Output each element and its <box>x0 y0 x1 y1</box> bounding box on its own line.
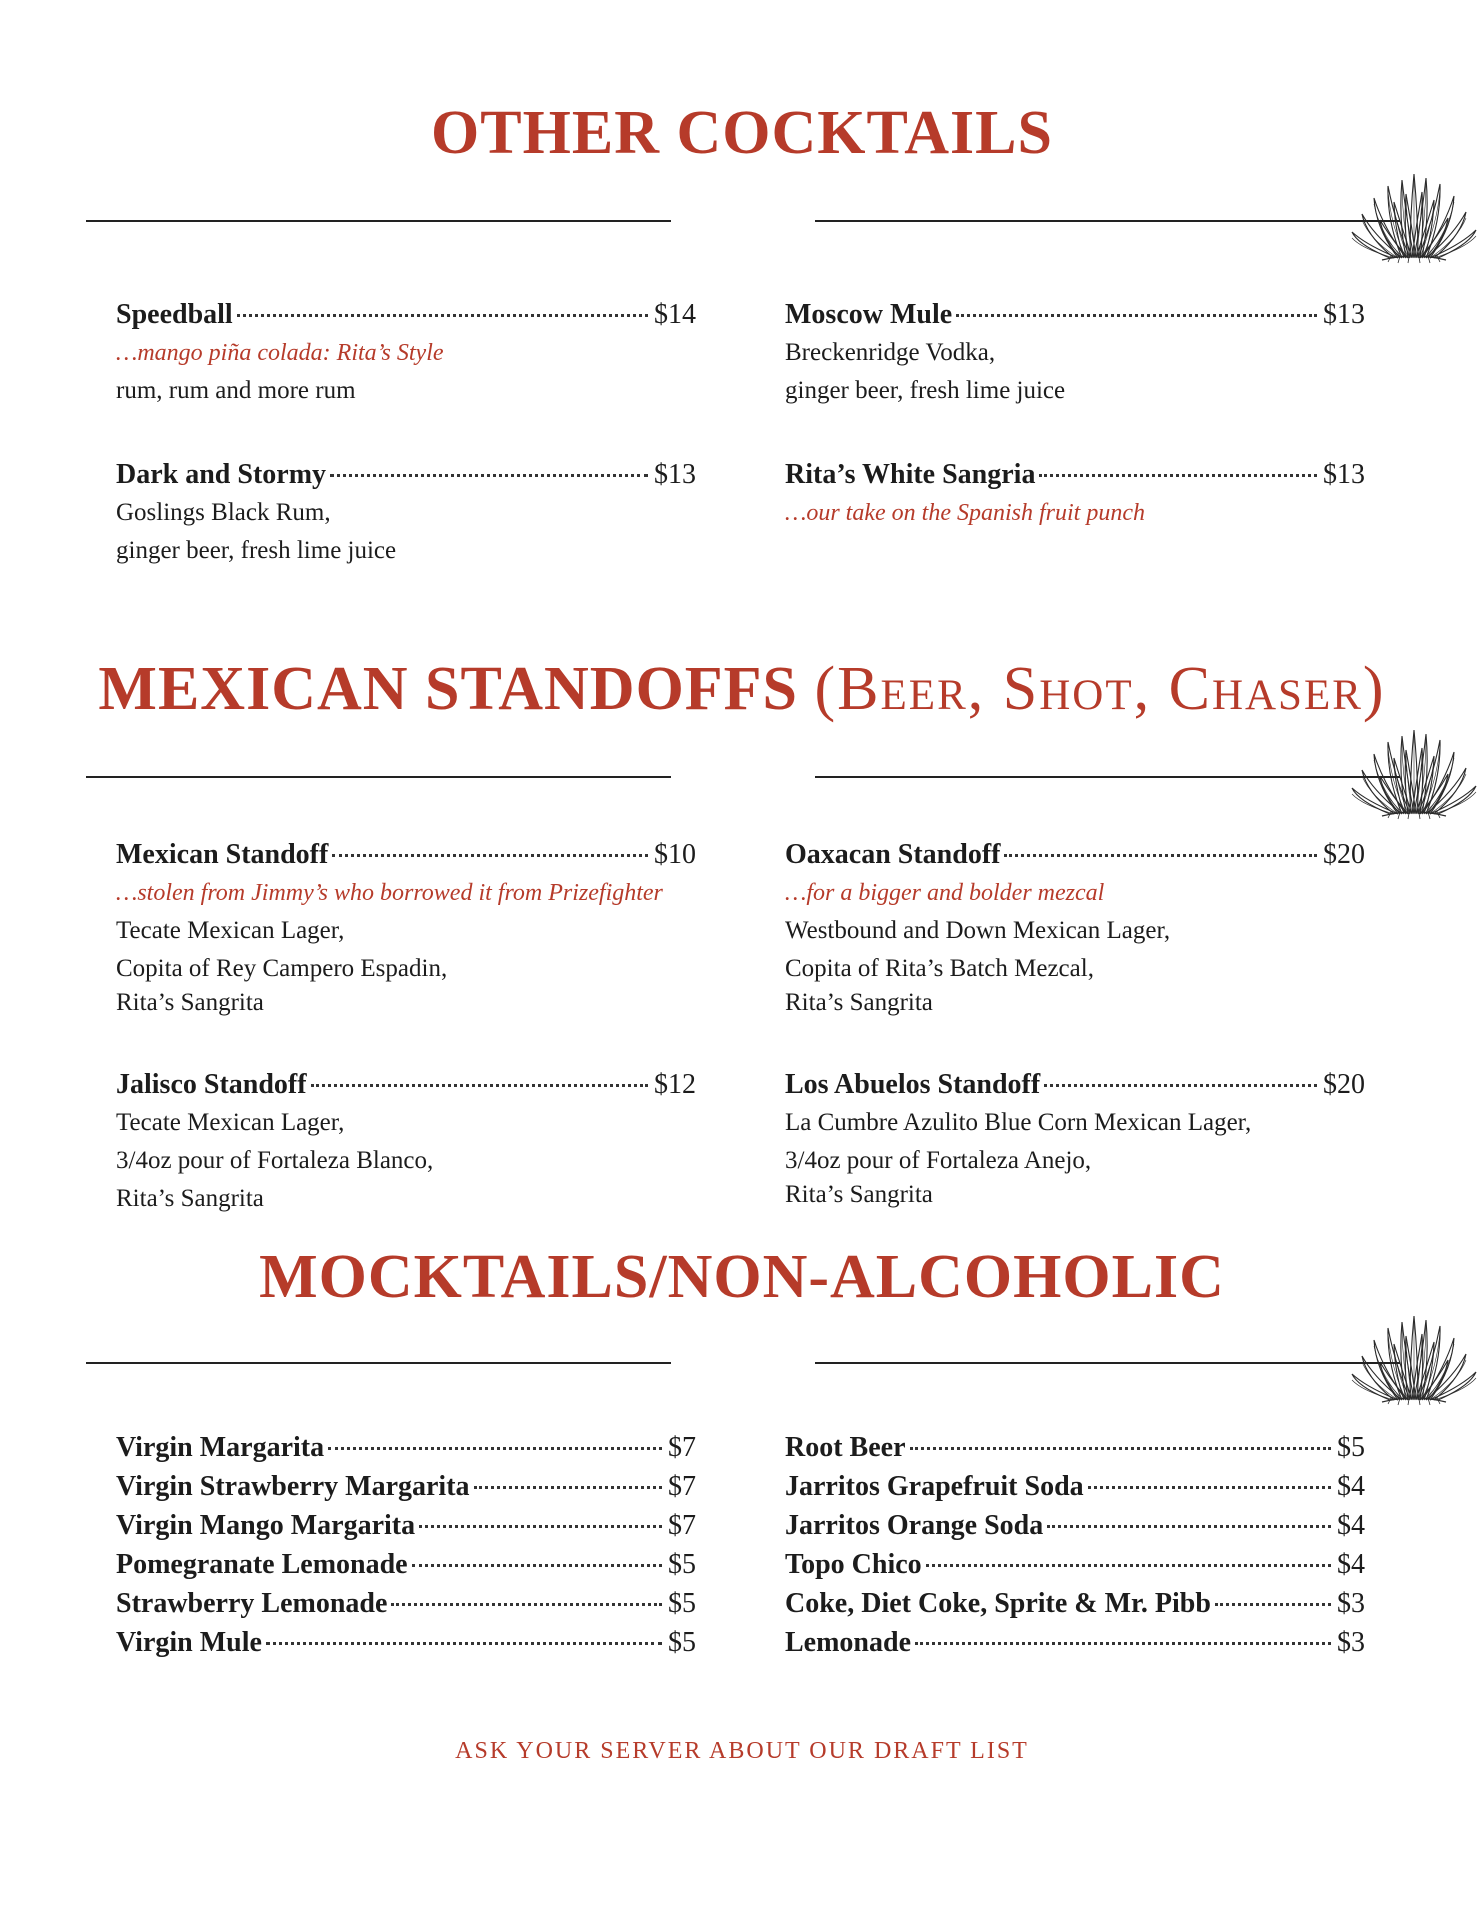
menu-item-ritas-white-sangria <box>785 456 1365 532</box>
dot-leader <box>330 474 648 477</box>
item-name: Speedball <box>116 299 233 330</box>
dot-leader <box>956 314 1317 317</box>
item-description: Copita of Rita’s Batch Mezcal, <box>785 955 1094 982</box>
item-description: Rita’s Sangrita <box>785 1181 933 1208</box>
item-description: Tecate Mexican Lager, <box>116 917 345 944</box>
section-divider <box>0 726 1484 826</box>
menu-item-los-abuelos-standoff <box>785 1066 1365 1214</box>
section-title-text: MEXICAN STANDOFFS <box>98 655 799 723</box>
section-title-mocktails: MOCKTAILS/NON-ALCOHOLIC <box>259 1243 1225 1311</box>
item-name: Jarritos Orange Soda <box>785 1510 1044 1541</box>
section-title-mexican-standoffs <box>0 655 1484 723</box>
menu-item-jalisco-standoff <box>116 1066 696 1218</box>
item-tagline: …mango piña colada: Rita’s Style <box>116 340 444 366</box>
list-item <box>116 1584 696 1623</box>
menu-item-mexican-standoff <box>116 836 696 1022</box>
item-tagline: …our take on the Spanish fruit punch <box>785 500 1145 526</box>
menu-item-oaxacan-standoff <box>785 836 1365 1022</box>
list-item <box>785 1506 1365 1545</box>
item-price: $20 <box>1323 1069 1365 1100</box>
item-tagline: …stolen from Jimmy’s who borrowed it from Prizefighter <box>116 880 663 906</box>
item-name: Rita’s White Sangria <box>785 459 1036 490</box>
dot-leader <box>311 1084 648 1087</box>
agave-plant-icon <box>672 172 812 268</box>
item-name: Lemonade <box>785 1627 911 1658</box>
item-price: $3 <box>1337 1627 1365 1658</box>
dot-leader <box>412 1564 662 1567</box>
list-item <box>116 1623 696 1662</box>
item-price: $20 <box>1323 839 1365 870</box>
item-price: $7 <box>668 1471 696 1502</box>
item-name: Los Abuelos Standoff <box>785 1069 1041 1100</box>
dot-leader <box>266 1642 662 1645</box>
dot-leader <box>1047 1525 1331 1528</box>
dot-leader <box>328 1447 662 1450</box>
item-price: $13 <box>1323 459 1365 490</box>
dot-leader <box>1004 854 1317 857</box>
list-item <box>116 1545 696 1584</box>
menu-item-dark-and-stormy <box>116 456 696 570</box>
item-name: Virgin Mango Margarita <box>116 1510 416 1541</box>
item-name: Virgin Margarita <box>116 1432 325 1463</box>
item-description: ginger beer, fresh lime juice <box>116 537 397 564</box>
dot-leader <box>1039 474 1317 477</box>
list-item <box>785 1584 1365 1623</box>
section-divider <box>0 1312 1484 1412</box>
item-description: 3/4oz pour of Fortaleza Anejo, <box>785 1147 1092 1174</box>
section-subtitle: (Beer, Shot, Chaser) <box>814 655 1386 723</box>
item-name: Topo Chico <box>785 1549 922 1580</box>
item-price: $7 <box>668 1510 696 1541</box>
list-item <box>785 1467 1365 1506</box>
dot-leader <box>391 1603 662 1606</box>
footer-note: ASK YOUR SERVER ABOUT OUR DRAFT LIST <box>455 1738 1029 1764</box>
item-name: Coke, Diet Coke, Sprite & Mr. Pibb <box>785 1588 1211 1619</box>
item-description: rum, rum and more rum <box>116 377 356 404</box>
item-price: $5 <box>668 1627 696 1658</box>
item-name: Virgin Mule <box>116 1627 262 1658</box>
item-description: Tecate Mexican Lager, <box>116 1109 345 1136</box>
dot-leader <box>1044 1084 1317 1087</box>
item-name: Dark and Stormy <box>116 459 327 490</box>
item-name: Jalisco Standoff <box>116 1069 307 1100</box>
item-description: Goslings Black Rum, <box>116 499 331 526</box>
item-price: $10 <box>654 839 696 870</box>
list-item <box>116 1428 696 1467</box>
item-description: La Cumbre Azulito Blue Corn Mexican Lager, <box>785 1109 1252 1136</box>
dot-leader <box>237 314 648 317</box>
item-name: Strawberry Lemonade <box>116 1588 388 1619</box>
item-tagline: …for a bigger and bolder mezcal <box>785 880 1105 906</box>
item-price: $13 <box>654 459 696 490</box>
item-name: Jarritos Grapefruit Soda <box>785 1471 1084 1502</box>
agave-plant-icon <box>672 1314 812 1410</box>
mocktails-right-column <box>785 1428 1365 1662</box>
item-price: $4 <box>1337 1510 1365 1541</box>
dot-leader <box>910 1447 1331 1450</box>
item-price: $5 <box>668 1588 696 1619</box>
list-item <box>116 1506 696 1545</box>
dot-leader <box>474 1486 662 1489</box>
item-price: $12 <box>654 1069 696 1100</box>
item-description: ginger beer, fresh lime juice <box>785 377 1066 404</box>
item-price: $5 <box>668 1549 696 1580</box>
dot-leader <box>332 854 648 857</box>
list-item <box>785 1623 1365 1662</box>
item-name: Root Beer <box>785 1432 906 1463</box>
item-name: Mexican Standoff <box>116 839 329 870</box>
item-price: $3 <box>1337 1588 1365 1619</box>
item-price: $4 <box>1337 1471 1365 1502</box>
item-name: Virgin Strawberry Margarita <box>116 1471 470 1502</box>
item-name: Moscow Mule <box>785 299 953 330</box>
section-divider <box>0 170 1484 270</box>
item-name: Pomegranate Lemonade <box>116 1549 408 1580</box>
item-price: $4 <box>1337 1549 1365 1580</box>
item-price: $7 <box>668 1432 696 1463</box>
item-description: Copita of Rey Campero Espadin, <box>116 955 448 982</box>
dot-leader <box>915 1642 1331 1645</box>
item-description: Breckenridge Vodka, <box>785 339 996 366</box>
item-name: Oaxacan Standoff <box>785 839 1001 870</box>
list-item <box>116 1467 696 1506</box>
item-description: Rita’s Sangrita <box>116 989 264 1016</box>
dot-leader <box>419 1525 662 1528</box>
item-price: $14 <box>654 299 696 330</box>
agave-plant-icon <box>672 728 812 824</box>
dot-leader <box>926 1564 1331 1567</box>
item-description: Rita’s Sangrita <box>785 989 933 1016</box>
mocktails-left-column <box>116 1428 696 1662</box>
item-description: 3/4oz pour of Fortaleza Blanco, <box>116 1147 434 1174</box>
list-item <box>785 1545 1365 1584</box>
menu-item-speedball <box>116 296 696 410</box>
list-item <box>785 1428 1365 1467</box>
dot-leader <box>1088 1486 1331 1489</box>
item-price: $5 <box>1337 1432 1365 1463</box>
section-title-other-cocktails: OTHER COCKTAILS <box>431 99 1053 167</box>
item-description: Westbound and Down Mexican Lager, <box>785 917 1171 944</box>
item-description: Rita’s Sangrita <box>116 1185 264 1212</box>
dot-leader <box>1215 1603 1331 1606</box>
item-price: $13 <box>1323 299 1365 330</box>
menu-item-moscow-mule <box>785 296 1365 410</box>
